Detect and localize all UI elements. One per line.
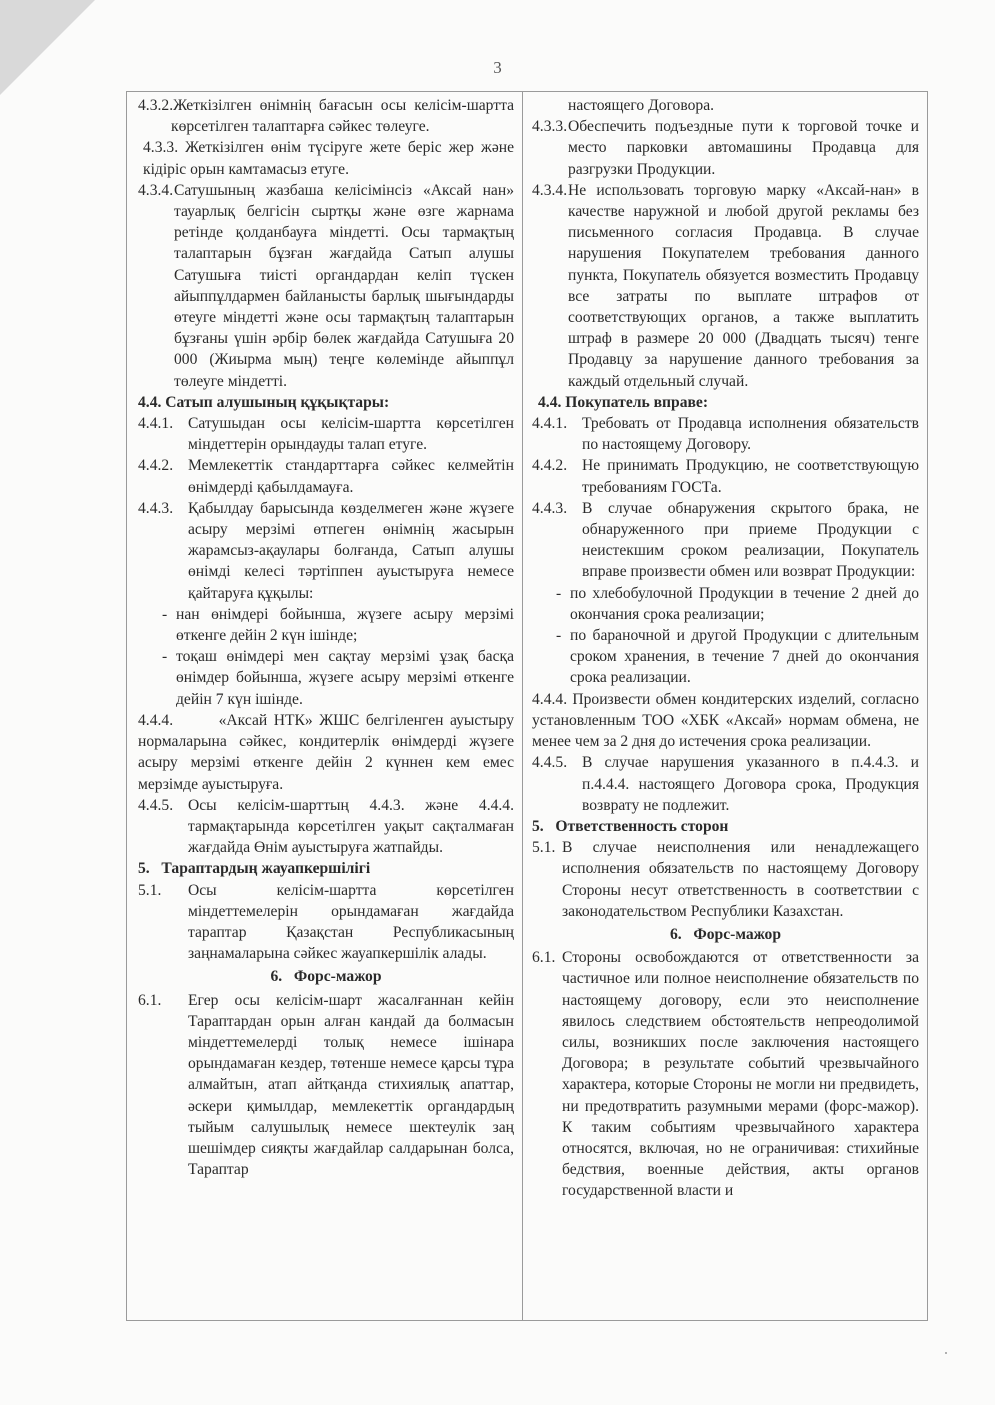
- section-heading-5-ru: 5. Ответственность сторон: [532, 817, 729, 835]
- clause-text: Сатушыдан осы келісім-шартта көрсетілген міндеттерін орындауды талап етуге.: [188, 415, 514, 454]
- page-number: 3: [493, 58, 502, 77]
- bullet-buns: - тоқаш өнімдері мен сақтау мерзімі ұзақ басқа өнімдер бойынша, жүзеге асыру мерзімі өткенге дейін 7 күн ішінде.: [138, 646, 514, 710]
- clause-text: В случае нарушения указанного в п.4.4.3. и п.4.4.4. настоящего Договора срока, Продукция возврату не подлежит.: [582, 754, 919, 814]
- clause-number: 6.1.: [138, 991, 162, 1009]
- section-heading-6: 6. Форс-мажор: [270, 968, 382, 986]
- clause-text: Қабылдау барысында көзделмеген және жүзеге асыру мерзімі өтпеген өнімнің жасырын жарамсыз-ақаулары болғанда, Сатып алушы өнімді келесі тәртіппен ауыстыруға немесе қайтаруға құқылы:: [188, 499, 514, 602]
- section-heading-5: 5. Тараптардың жауапкершілігі: [138, 860, 371, 878]
- clause-text: Егер осы келісім-шарт жасалғаннан кейін Тараптардан орын алған кандай да болмасын міндеттемелерді толық немесе ішінара орындамаған кездер, төтенше немесе қарсы тұра алмайтын, атап айтқанда стихиялық апаттар, әскери қимылдар, мемлекеттік органдардың тыйым салушылық немесе шектеулік заң шешімдер сияқты жағдайлар салдарынан болса, Тараптар: [188, 991, 514, 1179]
- clause-text: Осы келісім-шарттың 4.4.3. және 4.4.4. тармақтарында көрсетілген уақыт сақталмаған жағдайда Өнім ауыстыруға жатпайды.: [188, 796, 514, 857]
- clause-4-4-3-ru: [532, 498, 919, 583]
- clause-text: Обеспечить подъездные пути к торговой точке и место парковки автомашины Продавца для разгрузки Продукции.: [568, 118, 919, 178]
- section-heading-4-4-ru: 4.4. Покупатель вправе:: [538, 393, 709, 411]
- contract-table: [126, 91, 928, 1321]
- clause-4-4-2: [138, 455, 514, 497]
- clause-4-3-2: [138, 95, 514, 137]
- clause-4-4-2-ru: [532, 455, 919, 497]
- clause-4-4-4: 4.4.4. «Аксай НТК» ЖШС белгіленген ауыстыру нормаларына сәйкес, кондитерлік өнімдерді жүзеге асыру мерзімі өткенге дейін 2 күннен кем емес мерзімде ауыстыруға.: [138, 711, 518, 793]
- clause-number: 4.4.1.: [532, 415, 568, 433]
- clause-text: Стороны освобождаются от ответственности за частичное или полное неисполнение обязательств по настоящему договору, если это неисполнение явилось следствием обстоятельств непреодолимой силы, возникших после заключения настоящего Договора; в результате событий чрезвычайного характера, которые Стороны не могли ни предвидеть, ни предотвратить разумными мерами (форс-мажор). К таким событиям чрезвычайного характера относятся, включая, но не ограничивая: стихийные бедствия, военные действия, акты органов государственной власти и: [562, 949, 919, 1200]
- clause-text: Не использовать торговую марку «Аксай-нан» в качестве наружной и любой другой рекламы без письменного согласия Продавца. В случае нарушения Покупателем требования данного пункта, Покупатель обязуется возместить Продавцу все затраты по выплате штрафов от соответствующих органов, а также выплатить штраф в размере 20 000 (Двадцать тысяч) тенге Продавцу за нарушение данного требования за каждый отдельный случай.: [568, 181, 919, 390]
- clause-text: В случае обнаружения скрытого брака, не обнаруженного при приеме Продукции с неистекшим сроком реализации, Покупатель вправе произвести обмен или возврат Продукции:: [582, 499, 919, 581]
- clause-4-4-5: [138, 795, 514, 859]
- clause-4-3-3: [138, 137, 514, 179]
- clause-number: 4.4.5.: [138, 796, 174, 814]
- clause-text: Мемлекеттік стандарттарға сәйкес келмейтін өнімдерді қабылдамауға.: [188, 457, 514, 496]
- clause-number: 4.4.3.: [532, 499, 568, 517]
- kazakh-column: [127, 92, 523, 1320]
- section-heading-4-4: 4.4. Сатып алушының құқықтары:: [138, 393, 390, 411]
- clause-4-4-5-ru: [532, 752, 919, 816]
- clause-4-4-1-ru: [532, 413, 919, 455]
- clause-number: 4.4.2.: [138, 457, 174, 475]
- clause-4-3-3-ru: [532, 116, 919, 180]
- clause-number: 4.3.2.: [138, 97, 174, 114]
- clause-4-4-3: [138, 498, 514, 604]
- clause-text: Осы келісім-шартта көрсетілген міндеттемелерін орындамаған жағдайда тараптар Қазақстан Республикасының заңнамаларына сәйкес жауапкершілік алады.: [188, 881, 514, 963]
- scan-speck: [945, 1352, 947, 1354]
- clause-6-1: [138, 990, 514, 1181]
- clause-number: 4.3.4.: [138, 181, 174, 199]
- bullet-bread: - нан өнімдері бойынша, жүзеге асыру мерзімі өткенге дейін 2 күн ішінде;: [138, 604, 514, 646]
- clause-number: 5.1.: [138, 881, 162, 899]
- clause-number: 4.3.3.: [532, 118, 568, 136]
- clause-text: Не принимать Продукцию, не соответствующую требованиям ГОСТа.: [582, 457, 919, 496]
- continuation-text: настоящего Договора.: [568, 97, 715, 114]
- clause-text: Сатушының жазбаша келісімінсіз «Аксай нан» тауарлық белгісін сыртқы және өзге жарнама ретінде қолданбауға міндетті. Осы тармақтың талаптарын бұзған жағдайда Сатып алушы Сатушыға тиісті органдардан келіп түскен айыппұлдармен байланысты барлық шығындарды өтеуге міндетті және осы тармақтың талаптарын бұзғаны үшін әрбір бөлек жағдайда Сатушыға 20 000 (Жиырма мың) теңге көлемінде айыппұл төлеуге міндетті.: [174, 181, 514, 390]
- clause-6-1-ru: [532, 947, 919, 1201]
- clause-text: Жеткізілген өнім түсіруге жете беріс жер және кідіріс орын камтамасыз етуге.: [143, 139, 515, 178]
- clause-number: 4.3.3.: [143, 139, 179, 157]
- clause-4-3-4: [138, 180, 514, 392]
- bullet-bagels-ru: - по бараночной и другой Продукции с длительным сроком хранения, в течение 7 дней до окончания срока реализации.: [532, 625, 919, 689]
- clause-number: 4.4.3.: [138, 499, 174, 517]
- folded-corner: [0, 0, 95, 95]
- clause-4-4-4-ru: 4.4.4. Произвести обмен кондитерских изделий, согласно установленным ТОО «ХБК «Аксай» нормам обмена, не менее чем за 2 дня до истечения срока реализации.: [532, 690, 919, 751]
- section-heading-6-ru: 6. Форс-мажор: [669, 925, 782, 943]
- clause-number: 5.1.: [532, 839, 556, 857]
- clause-4-3-4-ru: [532, 180, 919, 392]
- clause-4-4-1: [138, 413, 514, 455]
- clause-text: Требовать от Продавца исполнения обязательств по настоящему Договору.: [582, 415, 919, 454]
- clause-number: 6.1.: [532, 949, 556, 967]
- russian-column: [523, 92, 927, 1320]
- clause-number: 4.4.2.: [532, 457, 568, 475]
- clause-text: Жеткізілген өнімнің бағасын осы келісім-шартта көрсетілген талаптарға сәйкес төлеуге.: [171, 97, 514, 136]
- clause-number: 4.4.1.: [138, 415, 174, 433]
- clause-number: 4.4.5.: [532, 754, 568, 772]
- clause-5-1-ru: [532, 837, 919, 922]
- clause-number: 4.3.4.: [532, 181, 568, 199]
- clause-text: В случае неисполнения или ненадлежащего исполнения обязательств по настоящему Договору Стороны несут ответственность в соответствии с законодательством Республики Казахстан.: [562, 839, 919, 920]
- clause-5-1: [138, 880, 514, 965]
- bullet-bakery-ru: - по хлебобулочной Продукции в течение 2 дней до окончания срока реализации;: [532, 583, 919, 625]
